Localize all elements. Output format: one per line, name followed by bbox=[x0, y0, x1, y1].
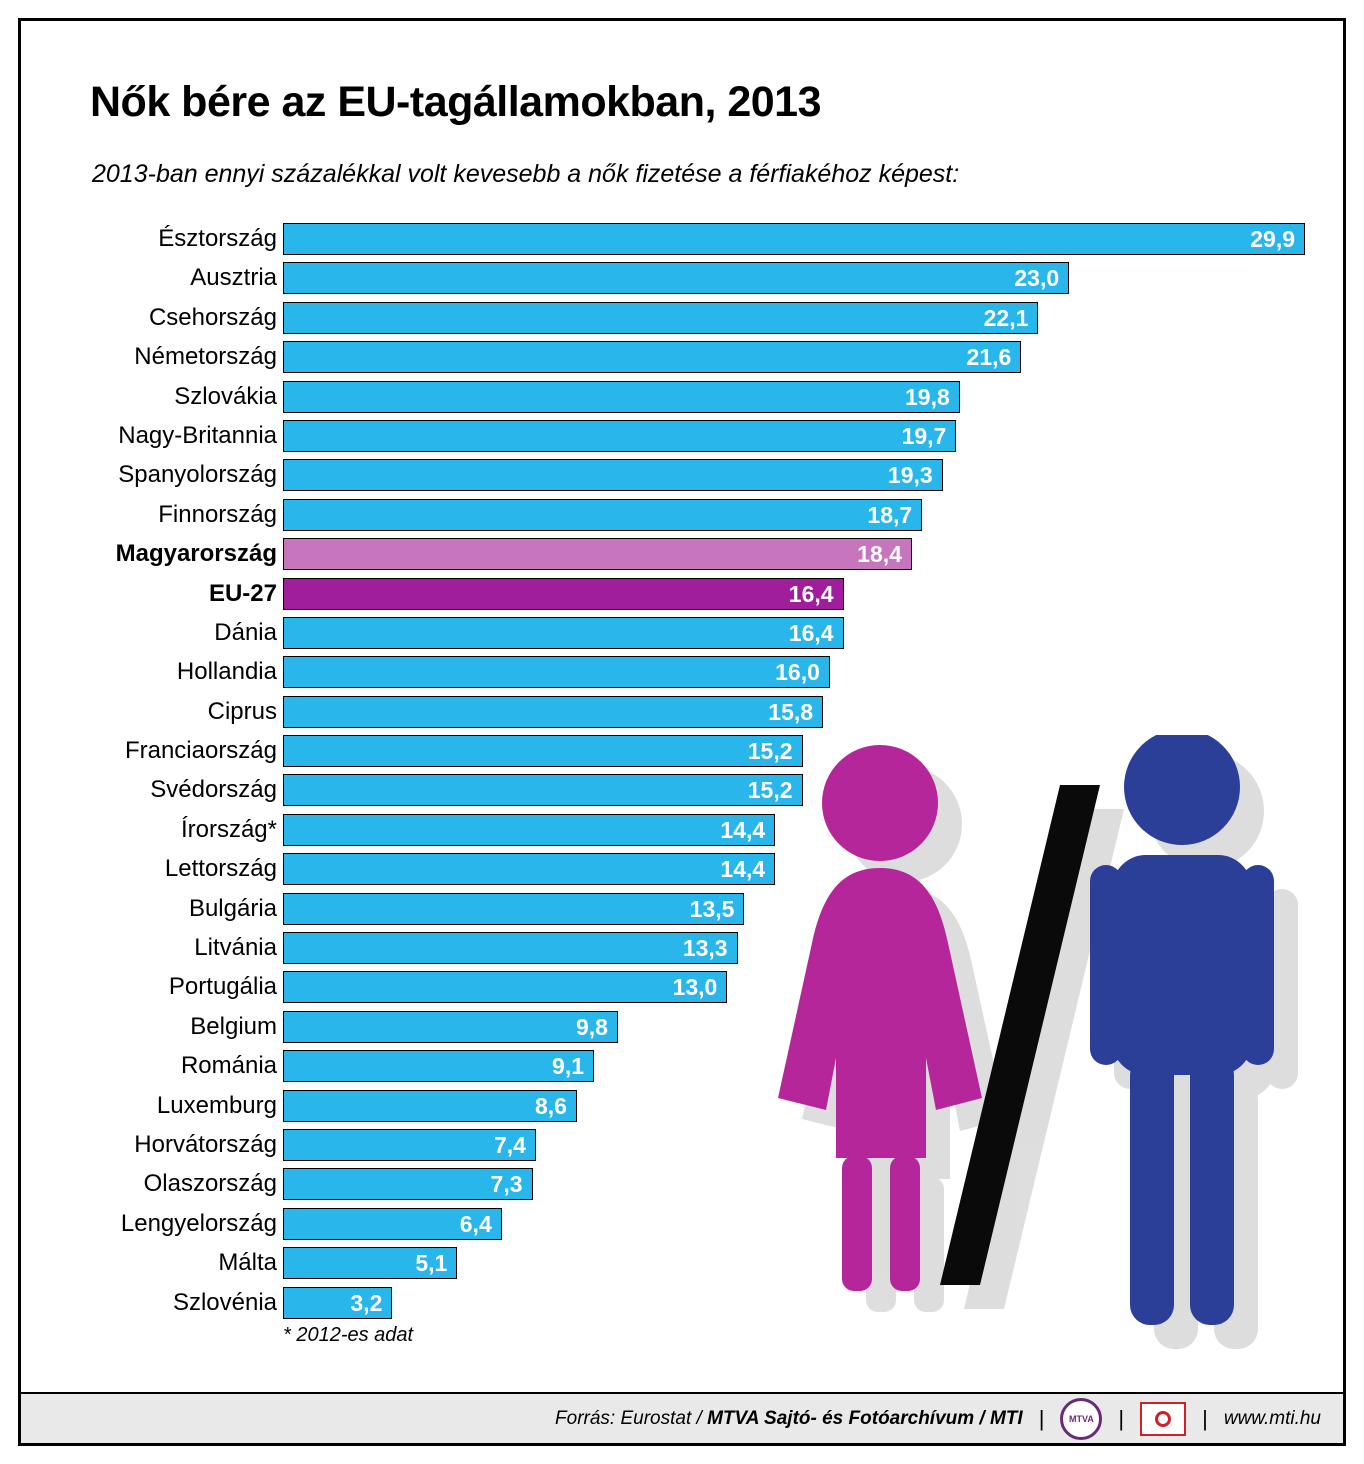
bar-label: Málta bbox=[218, 1249, 277, 1277]
bar-label: Csehország bbox=[148, 303, 277, 331]
bar-label: Lettország bbox=[164, 855, 277, 883]
bar bbox=[283, 735, 803, 767]
chart-row bbox=[0, 261, 1330, 300]
chart-row bbox=[0, 773, 1330, 812]
bar-label: Ausztria bbox=[190, 264, 277, 292]
bar-label: Franciaország bbox=[124, 737, 277, 765]
bar-value: 9,1 bbox=[552, 1053, 585, 1080]
bar-label: Szlovénia bbox=[172, 1288, 277, 1316]
page-title: Nők bére az EU-tagállamokban, 2013 bbox=[90, 78, 822, 126]
chart-row bbox=[0, 852, 1330, 891]
bar bbox=[283, 302, 1038, 334]
bar bbox=[283, 617, 844, 649]
bar-value: 13,5 bbox=[689, 895, 735, 922]
source-credit bbox=[555, 1408, 1023, 1430]
bar bbox=[283, 932, 738, 964]
chart-row bbox=[0, 695, 1330, 734]
bar-value: 16,0 bbox=[775, 659, 820, 686]
bar bbox=[283, 381, 960, 413]
bar-label: Dánia bbox=[214, 618, 277, 646]
bar-label: Lengyelország bbox=[120, 1209, 277, 1237]
bar-value: 5,1 bbox=[415, 1250, 448, 1277]
bar-value: 3,2 bbox=[350, 1289, 383, 1316]
chart-row bbox=[0, 1089, 1330, 1128]
chart-row bbox=[0, 813, 1330, 852]
bar-label: Belgium bbox=[190, 1012, 277, 1040]
chart-row bbox=[0, 1049, 1330, 1088]
chart-row bbox=[0, 577, 1330, 616]
bar bbox=[283, 893, 744, 925]
chart-row bbox=[0, 734, 1330, 773]
bar-value: 19,8 bbox=[905, 383, 950, 410]
bar-label: Hollandia bbox=[176, 658, 277, 686]
mti-logo-icon bbox=[1140, 1402, 1186, 1436]
chart-row bbox=[0, 892, 1330, 931]
bar-label: Olaszország bbox=[143, 1170, 277, 1198]
chart-row bbox=[0, 1286, 1330, 1325]
bar-value: 6,4 bbox=[459, 1210, 492, 1237]
chart-row bbox=[0, 222, 1330, 261]
bar-value: 8,6 bbox=[534, 1092, 567, 1119]
bar-label: Spanyolország bbox=[118, 461, 277, 489]
bar bbox=[283, 656, 830, 688]
chart-footnote: * 2012-es adat bbox=[283, 1324, 414, 1346]
bar-value: 18,4 bbox=[857, 541, 902, 568]
chart-row bbox=[0, 1010, 1330, 1049]
page-subtitle: 2013-ban ennyi százalékkal volt kevesebb a nők fizetése a férfiakéhoz képest: bbox=[92, 160, 960, 188]
bar-label: Románia bbox=[180, 1052, 277, 1080]
chart-row bbox=[0, 1167, 1330, 1206]
bar bbox=[283, 853, 775, 885]
bar-value: 9,8 bbox=[575, 1013, 608, 1040]
bar-label: Észtország bbox=[158, 225, 277, 252]
bar-value: 19,3 bbox=[887, 462, 933, 489]
chart-row bbox=[0, 1246, 1330, 1285]
bar-value: 18,7 bbox=[867, 501, 913, 528]
chart-row bbox=[0, 537, 1330, 576]
chart-row bbox=[0, 931, 1330, 970]
bar bbox=[283, 696, 823, 728]
chart-row bbox=[0, 498, 1330, 537]
bar bbox=[283, 814, 775, 846]
bar-value: 16,4 bbox=[788, 580, 834, 607]
bar bbox=[283, 262, 1069, 294]
chart-row bbox=[0, 970, 1330, 1009]
chart-row bbox=[0, 616, 1330, 655]
bar-value: 14,4 bbox=[720, 856, 766, 883]
bar-value: 16,4 bbox=[788, 619, 834, 646]
bar-value: 15,2 bbox=[747, 738, 793, 765]
bar-label: Ciprus bbox=[207, 697, 277, 725]
bar-label: Magyarország bbox=[115, 540, 277, 568]
chart-row bbox=[0, 380, 1330, 419]
bar-label: Nagy-Britannia bbox=[118, 421, 277, 449]
bar-value: 23,0 bbox=[1014, 265, 1060, 292]
chart-row bbox=[0, 1128, 1330, 1167]
bar-value: 15,2 bbox=[747, 777, 793, 804]
bar-label: Litvánia bbox=[194, 934, 277, 962]
bar bbox=[283, 499, 922, 531]
chart-row bbox=[0, 1207, 1330, 1246]
mtva-logo-icon: MTVA bbox=[1060, 1398, 1102, 1440]
bar-value: 21,6 bbox=[966, 344, 1012, 371]
bar-label: Svédország bbox=[150, 776, 277, 804]
source-org: MTVA Sajtó- és Fotóarchívum / MTI bbox=[707, 1407, 1023, 1429]
bar-value: 13,0 bbox=[672, 974, 718, 1001]
bar bbox=[283, 341, 1021, 373]
bar-value: 14,4 bbox=[720, 816, 766, 843]
source-separator-3: | bbox=[1202, 1405, 1208, 1431]
source-bar bbox=[21, 1392, 1343, 1443]
bar-label: Finnország bbox=[158, 500, 277, 528]
bar-value: 22,1 bbox=[983, 304, 1029, 331]
bar-label: Szlovákia bbox=[174, 382, 277, 410]
bar-label: Portugália bbox=[168, 973, 277, 1001]
chart-row bbox=[0, 655, 1330, 694]
bar-label: Bulgária bbox=[188, 894, 277, 922]
bar-chart bbox=[0, 222, 1330, 1316]
bar-label: Luxemburg bbox=[156, 1091, 277, 1119]
bar-value: 13,3 bbox=[682, 935, 728, 962]
bar-value: 19,7 bbox=[901, 422, 947, 449]
source-url[interactable]: www.mti.hu bbox=[1223, 1407, 1321, 1429]
bar bbox=[283, 538, 912, 570]
bar bbox=[283, 459, 943, 491]
source-prefix: Forrás: Eurostat / bbox=[555, 1407, 708, 1429]
bar bbox=[283, 971, 727, 1003]
bar-label: EU-27 bbox=[208, 579, 277, 607]
bar-value: 7,3 bbox=[490, 1171, 523, 1198]
bar-value: 7,4 bbox=[493, 1131, 526, 1158]
bar-label: Németország bbox=[134, 343, 277, 371]
bar bbox=[283, 223, 1305, 255]
bar-value: 29,9 bbox=[1250, 226, 1295, 252]
bar bbox=[283, 774, 803, 806]
chart-row bbox=[0, 419, 1330, 458]
source-separator-1: | bbox=[1038, 1405, 1045, 1431]
source-separator-2: | bbox=[1118, 1405, 1125, 1431]
bar-value: 15,8 bbox=[768, 698, 814, 725]
chart-row bbox=[0, 458, 1330, 497]
bar-label: Írország* bbox=[180, 815, 277, 843]
bar bbox=[283, 578, 844, 610]
bar-label: Horvátország bbox=[134, 1130, 277, 1158]
chart-row bbox=[0, 340, 1330, 379]
bar bbox=[283, 420, 956, 452]
chart-row bbox=[0, 301, 1330, 340]
